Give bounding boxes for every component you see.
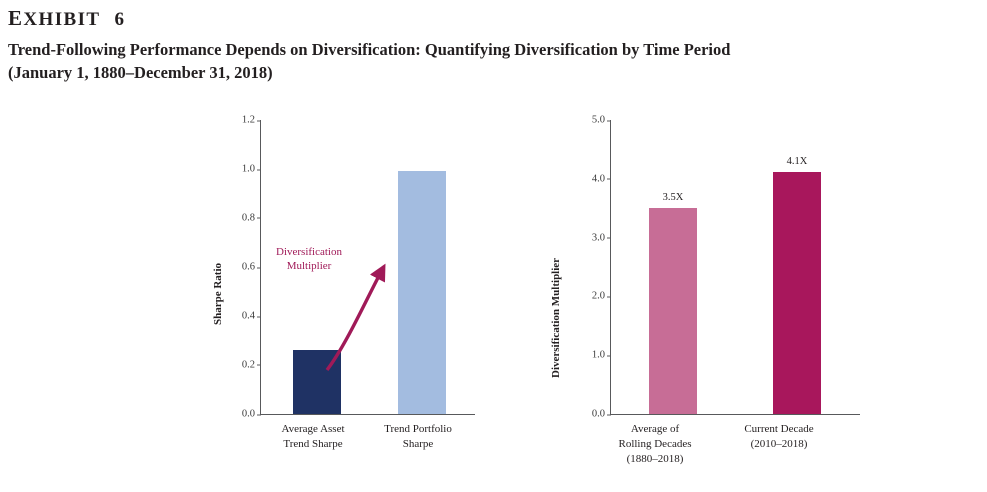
x-label-line-2: Sharpe [402,438,434,450]
y-tick-left-1: 0.2 [242,359,261,370]
bar-trend-portfolio-sharpe [398,171,446,414]
y-tick-left-0: 0.0 [242,409,261,420]
y-tick-left-3: 0.6 [242,262,261,273]
y-tick-right-4: 4.0 [592,173,611,184]
x-label-line-2: Rolling Decades [618,438,692,450]
annotation-diversification-multiplier [254,245,364,273]
y-axis-title-right: Diversification Multiplier [550,257,562,378]
y-tick-left-5: 1.0 [242,164,261,175]
exhibit-label-initial: E [8,6,24,30]
y-axis-title-left: Sharpe Ratio [212,262,224,325]
x-label-trend-portfolio-sharpe [363,422,473,452]
x-label-line-1: Average Asset [281,423,345,435]
annotation-line-2: Multiplier [286,260,332,272]
x-label-line-1: Average of [630,423,680,435]
y-tick-right-3: 3.0 [592,232,611,243]
chart-sharpe-ratio [190,110,520,492]
y-tick-right-5: 5.0 [592,115,611,126]
exhibit-number: 6 [114,9,124,30]
y-tick-left-6: 1.2 [242,115,261,126]
chart-diversification-multiplier [520,110,960,492]
x-label-line-2: Trend Sharpe [283,438,343,450]
x-label-average-rolling-decades [595,422,715,467]
x-label-line-1: Trend Portfolio [384,423,452,435]
page-title [8,38,968,84]
y-tick-left-2: 0.4 [242,311,261,322]
x-label-current-decade [719,422,839,452]
plot-area-right [591,114,860,420]
x-label-line-1: Current Decade [744,423,814,435]
title-line-2: (January 1, 1880–December 31, 2018) [8,63,273,82]
charts-container [0,110,987,492]
y-tick-left-4: 0.8 [242,212,261,223]
x-label-line-2: (2010–2018) [750,438,808,450]
x-label-line-3: (1880–2018) [626,453,684,465]
y-tick-right-0: 0.0 [592,409,611,420]
x-label-average-asset-trend-sharpe [258,422,368,452]
bar-value-current-decade: 4.1X [786,156,808,168]
exhibit-label-rest: XHIBIT [23,9,101,30]
exhibit-label [8,6,124,31]
bar-average-asset-trend-sharpe [293,350,341,414]
bar-average-rolling-decades [649,191,697,415]
bar-current-decade [773,156,821,414]
title-line-1: Trend-Following Performance Depends on Diversification: Quantifying Diversification by Time Period [8,40,731,59]
bar-value-average-rolling-decades: 3.5X [662,191,684,203]
annotation-line-1: Diversification [276,246,342,258]
y-tick-right-2: 2.0 [592,291,611,302]
y-tick-right-1: 1.0 [592,350,611,361]
